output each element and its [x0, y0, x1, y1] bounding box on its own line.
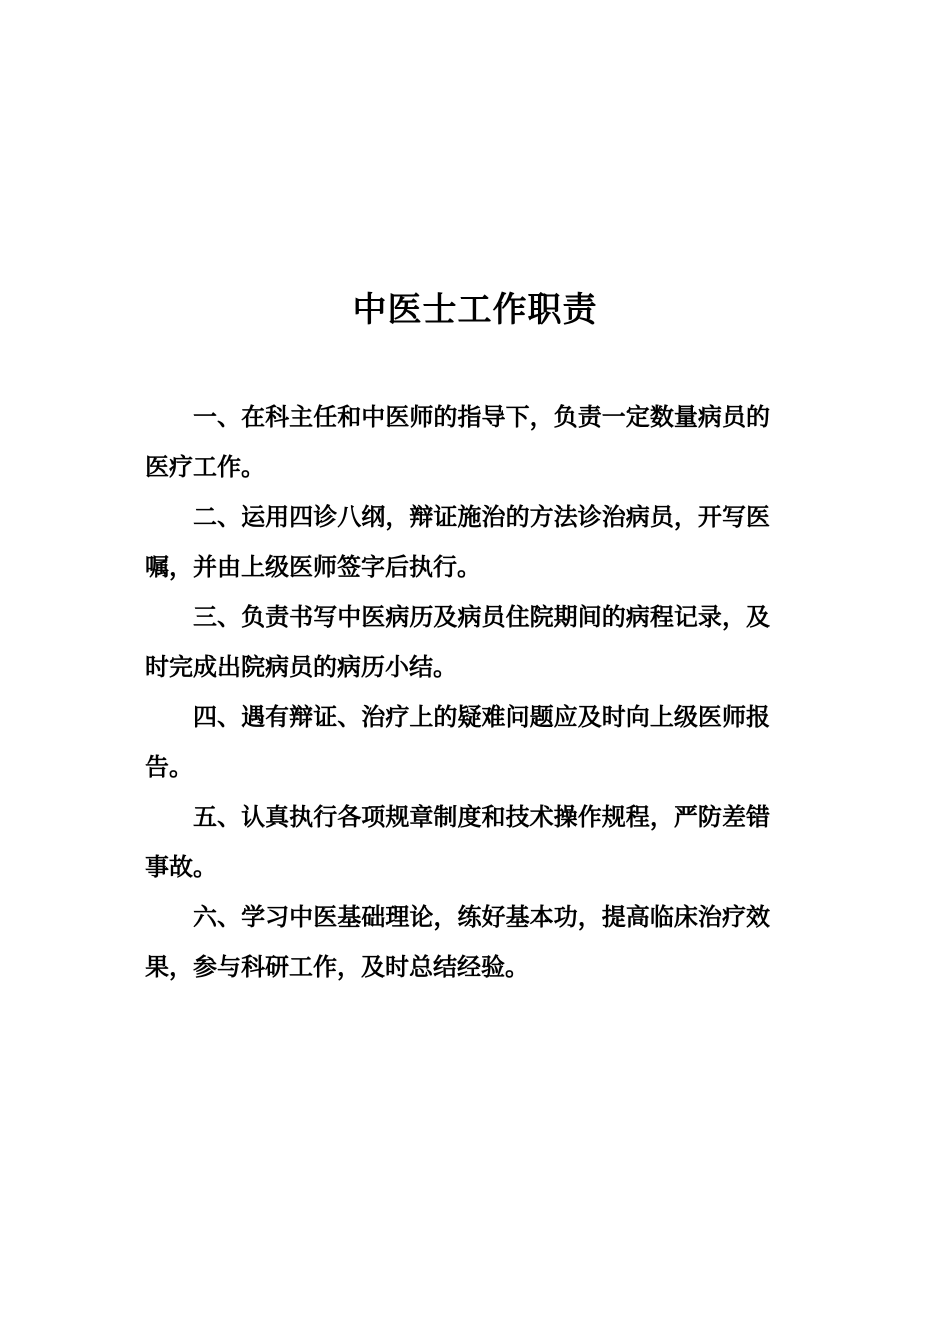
- document-title: 中医士工作职责: [352, 290, 598, 330]
- duty-paragraph-4: 四、遇有辩证、治疗上的疑难问题应及时向上级医师报告。: [145, 702, 770, 781]
- duty-paragraph-3: 三、负责书写中医病历及病员住院期间的病程记录，及时完成出院病员的病历小结。: [145, 602, 770, 681]
- duty-paragraph-5: 五、认真执行各项规章制度和技术操作规程，严防差错事故。: [145, 802, 770, 881]
- duty-paragraph-1: 一、在科主任和中医师的指导下，负责一定数量病员的医疗工作。: [145, 402, 770, 481]
- duty-paragraph-6: 六、学习中医基础理论，练好基本功，提高临床治疗效果，参与科研工作，及时总结经验。: [145, 902, 770, 981]
- document-body: [145, 392, 770, 992]
- duty-paragraph-2: 二、运用四诊八纲，辩证施治的方法诊治病员，开写医嘱，并由上级医师签字后执行。: [145, 502, 770, 581]
